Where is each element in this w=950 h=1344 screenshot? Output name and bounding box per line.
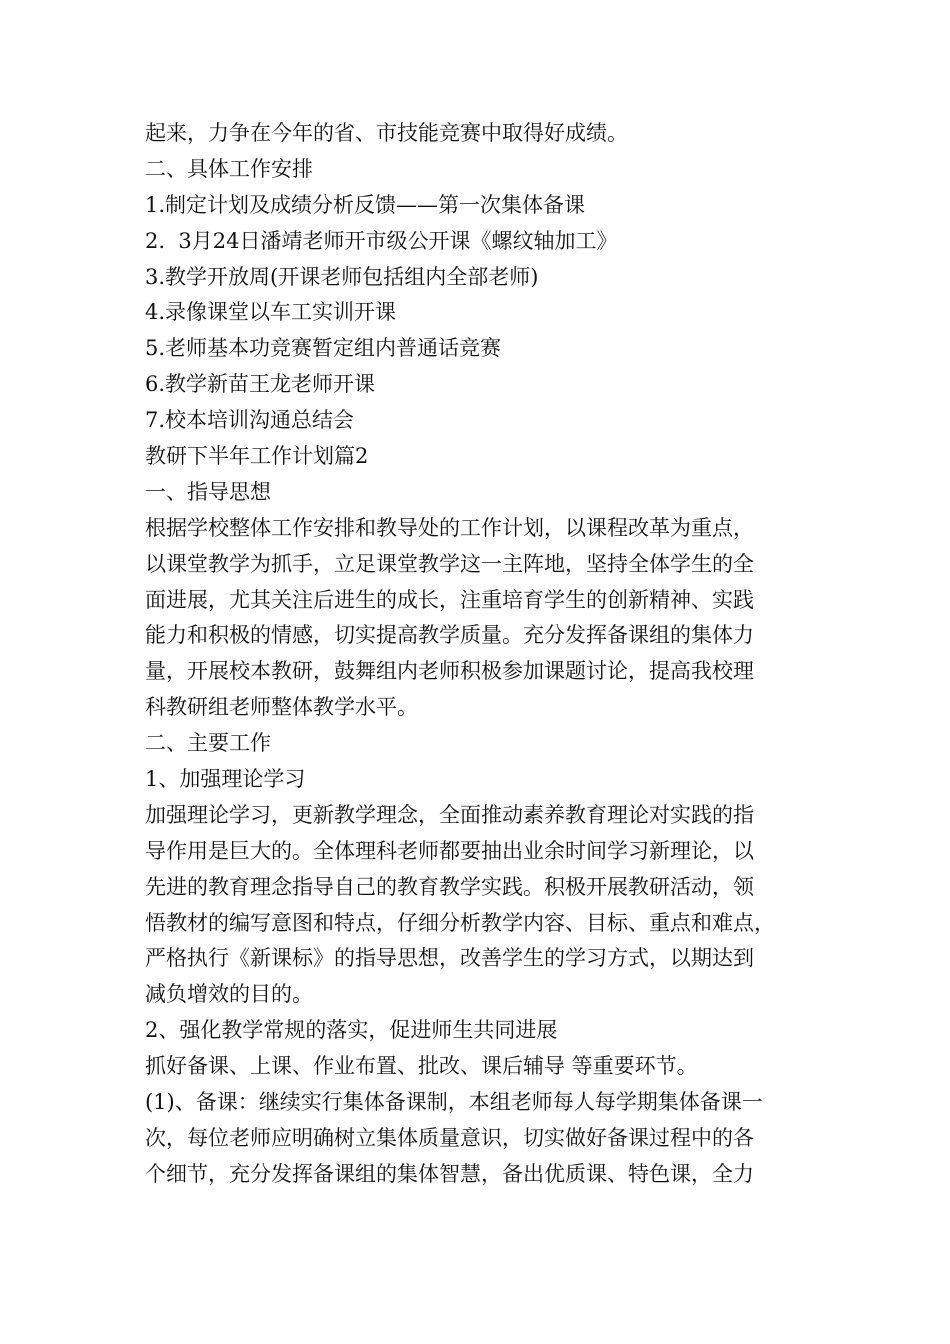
text-line: 能力和积极的情感，切实提高教学质量。充分发挥备课组的集体力 [145,623,754,648]
text-line: 严格执行《新课标》的指导思想，改善学生的学习方式，以期达到 [145,946,754,971]
list-item: 7.校本培训沟通总结会 [145,408,355,433]
document-body [145,116,825,1193]
list-item: 5.老师基本功竞赛暂定组内普通话竞赛 [145,336,502,361]
list-item: 3.教学开放周(开课老师包括组内全部老师) [145,264,539,289]
text-line: 悟教材的编写意图和特点，仔细分析教学内容、目标、重点和难点， [145,910,775,935]
text-line: 量，开展校本教研，鼓舞组内老师积极参加课题讨论，提高我校理 [145,659,754,684]
list-item: 1.制定计划及成绩分析反馈——第一次集体备课 [145,192,586,217]
text-line: 面进展，尤其关注后进生的成长，注重培育学生的创新精神、实践 [145,587,754,612]
text-line: 以课堂教学为抓手，立足课堂教学这一主阵地，坚持全体学生的全 [145,551,754,576]
text-line: 先进的教育理念指导自己的教育教学实践。积极开展教研活动，领 [145,874,754,899]
text-line: 加强理论学习，更新教学理念，全面推动素养教育理论对实践的指 [145,802,754,827]
section-heading: 二、具体工作安排 [145,156,313,181]
article-title: 教研下半年工作计划篇2 [145,444,369,469]
list-item: 6.教学新苗王龙老师开课 [145,372,376,397]
section-heading: 二、主要工作 [145,731,271,756]
text-line: 起来，力争在今年的省、市技能竞赛中取得好成绩。 [145,121,628,145]
text-line: 减负增效的目的。 [145,982,313,1007]
subsection-heading: 2、强化教学常规的落实，促进师生共同进展 [145,1018,558,1043]
text-line: 科教研组老师整体教学水平。 [145,695,418,720]
text-line: 根据学校整体工作安排和教导处的工作计划，以课程改革为重点， [145,515,754,540]
text-line: 个细节，充分发挥备课组的集体智慧，备出优质课、特色课，全力 [145,1161,754,1186]
list-item: 2. 3月24日潘靖老师开市级公开课《螺纹轴加工》 [145,228,618,253]
text-line: (1)、备课：继续实行集体备课制，本组老师每人每学期集体备课一 [145,1090,763,1115]
subsection-heading: 1、加强理论学习 [145,767,306,792]
list-item: 4.录像课堂以车工实训开课 [145,300,397,325]
text-line: 抓好备课、上课、作业布置、批改、课后辅导 等重要环节。 [145,1054,698,1079]
section-heading: 一、指导思想 [145,479,271,504]
text-line: 导作用是巨大的。全体理科老师都要抽出业余时间学习新理论，以 [145,838,754,863]
text-line: 次，每位老师应明确树立集体质量意识，切实做好备课过程中的各 [145,1125,754,1150]
